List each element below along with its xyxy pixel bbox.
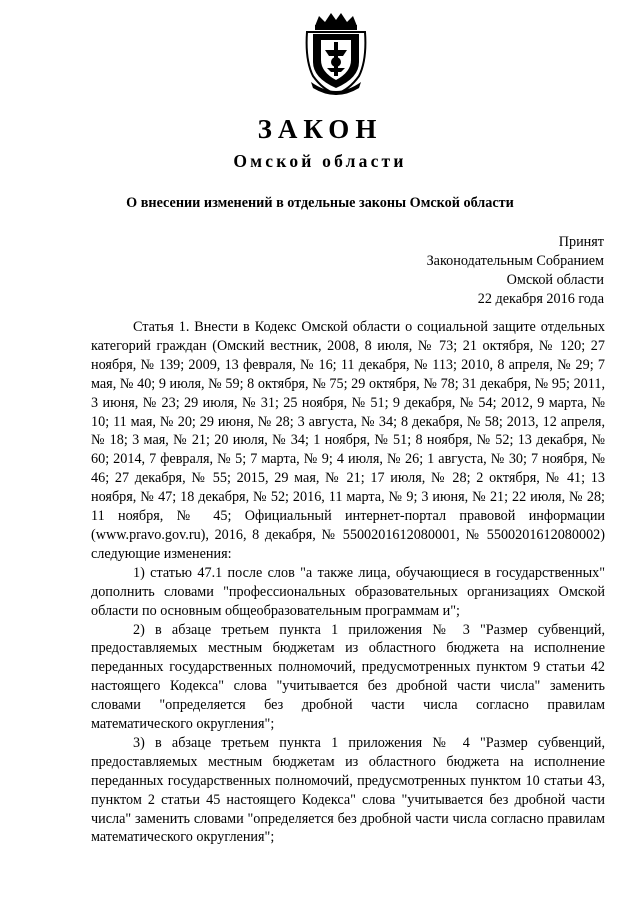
law-name: О внесении изменений в отдельные законы Омской области [126, 195, 514, 211]
adoption-block [427, 233, 604, 309]
document-title: ЗАКОН [257, 114, 383, 144]
document-body [91, 318, 605, 847]
list-item: 2) в абзаце третьем пункта 1 приложения № 3 "Размер субвенций, предоставляемых местным бюджетам из областного бюджета на исполнение переданных государственных полномочий, предусмотренных пунктом 9 статьи 42 настоящего Кодекса" слова "учитывается без дробной части числа" заменить словами "определяется без дробной части числа согласно правилам математического округления"; [91, 621, 605, 733]
adoption-line: Омской области [506, 272, 604, 288]
list-item: 1) статью 47.1 после слов "а также лица, обучающиеся в государственных" дополнить словами "профессиональных образовательных организациях Омской области по основным общеобразовательным программам и"; [91, 564, 605, 619]
adoption-line: Законодательным Собранием [426, 253, 604, 269]
document-subtitle: Омской области [233, 151, 407, 171]
adoption-date: 22 декабря 2016 года [477, 291, 604, 307]
adoption-line: Принят [558, 234, 604, 250]
list-item: 3) в абзаце третьем пункта 1 приложения № 4 "Размер субвенций, предоставляемых местным бюджетам из областного бюджета на исполнение переданных государственных полномочий, предусмотренных пунктом 10 статьи 43, пунктом 2 статьи 45 настоящего Кодекса" слова "учитывается без дробной части числа" заменить словами "определяется без дробной части числа согласно правилам математического округления"; [91, 734, 605, 846]
coat-of-arms-icon [301, 10, 371, 95]
article-paragraph: Статья 1. Внести в Кодекс Омской области о социальной защите отдельных категорий граждан (Омский вестник, 2008, 8 июля, № 73; 21 октября, № 120; 27 ноября, № 139; 2009, 13 февраля, № 16; 11 декабря, № 113; 2010, 8 апреля, № 29; 7 мая, № 40; 9 июля, № 59; 8 октября, № 75; 29 октября, № 78; 31 декабря, № 95; 2011, 3 июня, № 23; 29 июля, № 31; 25 ноября, № 51; 9 декабря, № 54; 2012, 9 марта, № 10; 11 мая, № 20; 29 июня, № 28; 3 августа, № 34; 8 декабря, № 58; 2013, 12 апреля, № 18; 3 мая, № 21; 20 июля, № 34; 1 ноября, № 51; 8 ноября, № 52; 13 декабря, № 60; 2014, 7 февраля, № 5; 7 марта, № 9; 4 июля, № 26; 1 августа, № 30; 7 ноября, № 46; 27 декабря, № 55; 2015, 29 мая, № 21; 17 июля, № 28; 2 октября, № 41; 13 ноября, № 47; 18 декабря, № 52; 2016, 11 марта, № 9; 3 июня, № 21; 22 июля, № 28; 11 ноября, № 45; Официальный интернет-портал правовой информации (www.pravo.gov.ru), 2016, 8 декабря, № 5500201612080001, № 5500201612080002) следующие изменения: [91, 319, 605, 562]
